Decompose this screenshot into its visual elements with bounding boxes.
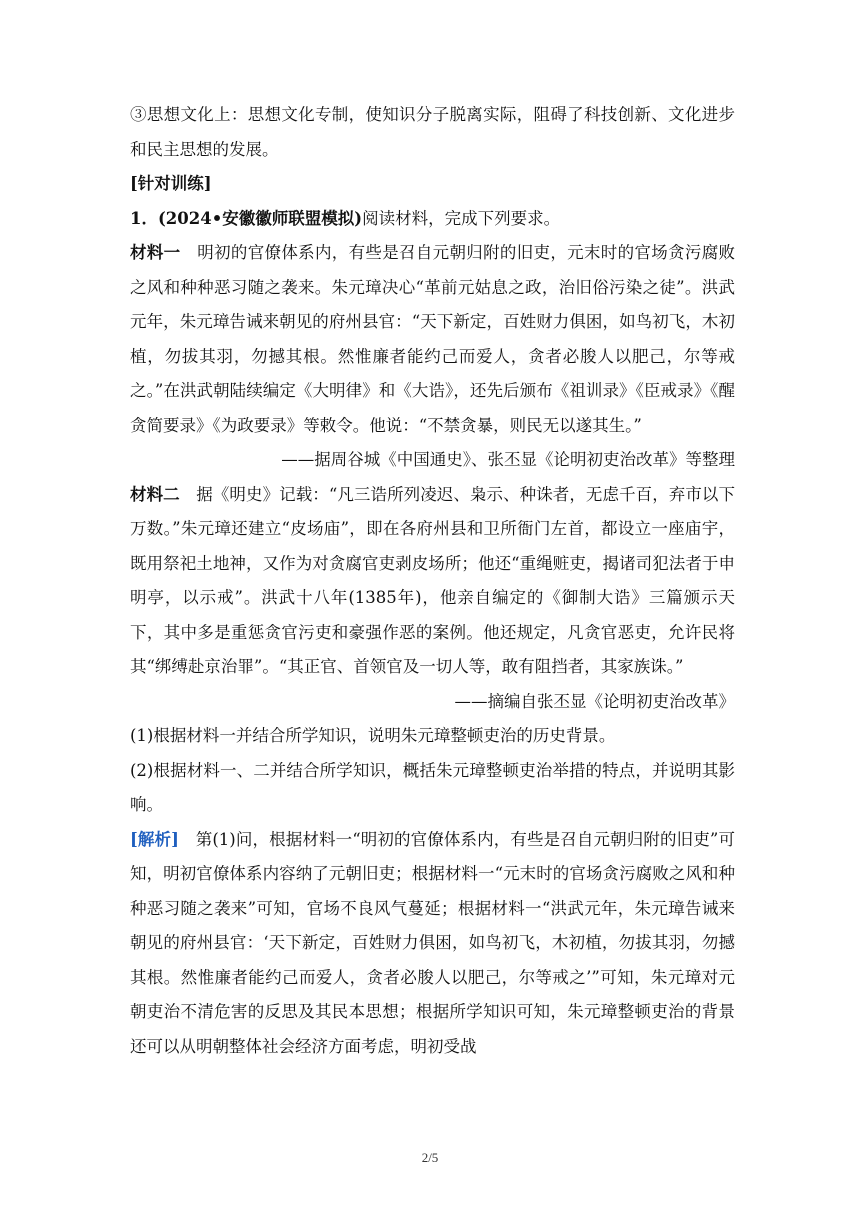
material-one (130, 236, 735, 443)
question-1-instruction: 阅读材料，完成下列要求。 (362, 208, 561, 228)
material-one-source: ——据周谷城《中国通史》、张丕显《论明初吏治改革》等整理 (281, 450, 735, 469)
material-two-label: 材料二 (130, 484, 180, 504)
page-number: 2/5 (421, 1150, 439, 1165)
question-1-intro (130, 202, 735, 237)
material-two-text: 据《明史》记载：“凡三诰所列凌迟、枭示、种诛者，无虑千百，弃市以下万数。”朱元璋还建立“皮场庙”，即在各府州县和卫所衙门左首，都设立一座庙宇，既用祭祀土地神，又作为对贪腐官吏剥皮场所；他还“重绳赃吏，揭诸司犯法者于申明亭，以示戒”。洪武十八年(1385年)，他亲自编定的《御制大诰》三篇颁示天下，其中多是重惩贪官污吏和豪强作恶的案例。他还规定，凡贪官恶吏，允许民将其“绑缚赴京治罪”。“其正官、首领官及一切人等，敢有阻挡者，其家族诛。” (130, 484, 736, 676)
analysis-paragraph (130, 823, 735, 1065)
question-part-1: (1)根据材料一并结合所学知识，说明朱元璋整顿吏治的历史背景。 (130, 726, 616, 745)
material-one-label: 材料一 (130, 243, 181, 262)
material-two (130, 478, 735, 685)
material-one-text: 明初的官僚体系内，有些是召自元朝归附的旧吏，元末时的官场贪污腐败之风和种种恶习随之袭来。朱元璋决心“革前元姑息之政，治旧俗污染之徒”。洪武元年，朱元璋告诫来朝见的府州县官：“天下新定，百姓财力俱困，如鸟初飞，木初植，勿拔其羽，勿撼其根。然惟廉者能约己而爱人，贪者必朘人以肥己，尔等戒之。”在洪武朝陆续编定《大明律》和《大诰》，还先后颁布《祖训录》《臣戒录》《醒贪简要录》《为政要录》等敕令。他说：“不禁贪暴，则民无以遂其生。” (130, 243, 736, 435)
section-heading-training: [针对训练] (130, 174, 212, 193)
analysis-tag: [解析] (130, 829, 179, 849)
question-part-2: (2)根据材料一、二并结合所学知识，概括朱元璋整顿吏治举措的特点，并说明其影响。 (130, 760, 735, 814)
material-two-source: ——摘编自张丕显《论明初吏治改革》 (454, 691, 735, 711)
page-content (130, 98, 735, 1064)
question-1-source: 1．(2024•安徽徽师联盟模拟) (130, 208, 363, 228)
paragraph-thought-culture: ③思想文化上：思想文化专制，使知识分子脱离实际，阻碍了科技创新、文化进步和民主思想的发展。 (130, 105, 735, 159)
analysis-text: 第(1)问，根据材料一“明初的官僚体系内，有些是召自元朝归附的旧吏”可知，明初官僚体系内容纳了元朝旧吏；根据材料一“元末时的官场贪污腐败之风和种种恶习随之袭来”可知，官场不良风气蔓延；根据材料一“洪武元年，朱元璋告诫来朝见的府州县官：‘天下新定，百姓财力俱困，如鸟初飞，木初植，勿拔其羽，勿撼其根。然惟廉者能约己而爱人，贪者必朘人以肥己，尔等戒之’”可知，朱元璋对元朝吏治不清危害的反思及其民本思想；根据所学知识可知，朱元璋整顿吏治的背景还可以从明朝整体社会经济方面考虑，明初受战 (130, 829, 735, 1056)
